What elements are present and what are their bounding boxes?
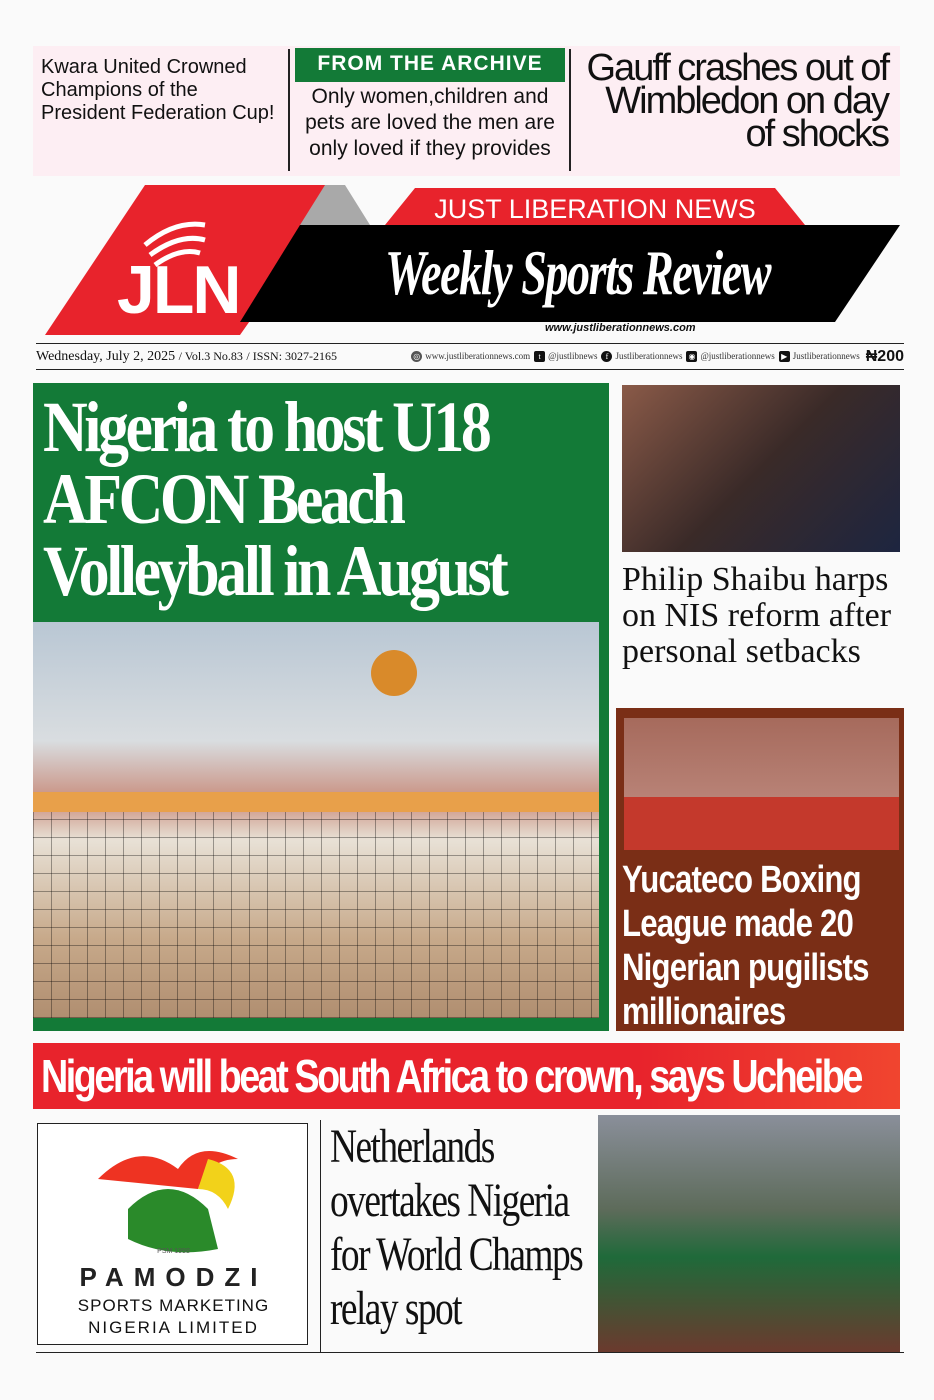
globe-icon: ◎ [411, 351, 422, 362]
banner-story[interactable] [33, 1043, 900, 1109]
logo: JLN [117, 252, 240, 328]
ad-est: PSM 1998 [157, 1248, 190, 1255]
youtube-handle[interactable]: Justliberationnews [792, 351, 860, 361]
volleyball-photo [33, 622, 599, 1018]
side-headline-1[interactable]: Philip Shaibu harps on NIS reform after personal setbacks [622, 561, 892, 670]
lead-story[interactable] [33, 383, 609, 1031]
twitter-handle[interactable]: @justlibnews [548, 351, 598, 361]
archive-teaser[interactable]: Only women,children and pets are loved the men are only loved if they provides [305, 85, 555, 160]
facebook-icon: f [601, 351, 612, 362]
bottom-rule [36, 1352, 904, 1353]
bottom-headline[interactable]: Netherlands overtakes Nigeria for World Champs relay spot [330, 1120, 583, 1335]
net-band [33, 792, 599, 812]
shaibu-photo [622, 385, 900, 552]
website-link[interactable]: www.justliberationnews.com [425, 351, 531, 361]
issn: / ISSN: 3027-2165 [246, 349, 338, 363]
boxing-gloves-photo [624, 718, 899, 850]
publisher-name: JUST LIBERATION NEWS [434, 194, 756, 224]
relay-athletes-photo [598, 1115, 900, 1352]
ad-line1: SPORTS MARKETING [77, 1296, 270, 1315]
divider [320, 1120, 321, 1352]
price: ₦200 [865, 348, 904, 365]
twitter-icon: t [534, 351, 545, 362]
volume: / Vol.3 No.83 [178, 349, 243, 363]
ad-line2: NIGERIA LIMITED [88, 1318, 259, 1337]
side-headline-2[interactable]: Yucateco Boxing League made 20 Nigerian pugilists millionaires [622, 859, 869, 1033]
net [33, 812, 599, 1018]
masthead-url[interactable]: www.justliberationnews.com [545, 322, 696, 334]
ad-brand: PAMODZI [79, 1262, 268, 1292]
side-story-2[interactable] [616, 708, 904, 1031]
archive-label: FROM THE ARCHIVE [295, 48, 565, 82]
pamodzi-logo [88, 1139, 258, 1259]
lead-headline[interactable]: Nigeria to host U18 AFCON Beach Volleyball in August [43, 387, 506, 611]
teaser-left[interactable]: Kwara United Crowned Champions of the President Federation Cup! [41, 56, 275, 124]
divider [288, 49, 290, 171]
date: Wednesday, July 2, 2025 [36, 349, 176, 364]
facebook-handle[interactable]: Justliberationnews [615, 351, 683, 361]
instagram-handle[interactable]: @justliberationnews [700, 351, 775, 361]
masthead [45, 185, 905, 335]
banner-headline[interactable]: Nigeria will beat South Africa to crown, says Ucheibe [41, 1050, 861, 1102]
publication-title: Weekly Sports Review [385, 237, 770, 308]
youtube-icon: ▶ [779, 351, 790, 362]
volleyball [371, 650, 417, 696]
top-strip [33, 46, 900, 176]
dateline [36, 343, 904, 370]
instagram-icon: ◉ [686, 351, 697, 362]
divider [569, 49, 571, 171]
pamodzi-ad[interactable] [37, 1123, 308, 1345]
teaser-right[interactable]: Gauff crashes out of Wimbledon on day of shocks [586, 47, 888, 155]
